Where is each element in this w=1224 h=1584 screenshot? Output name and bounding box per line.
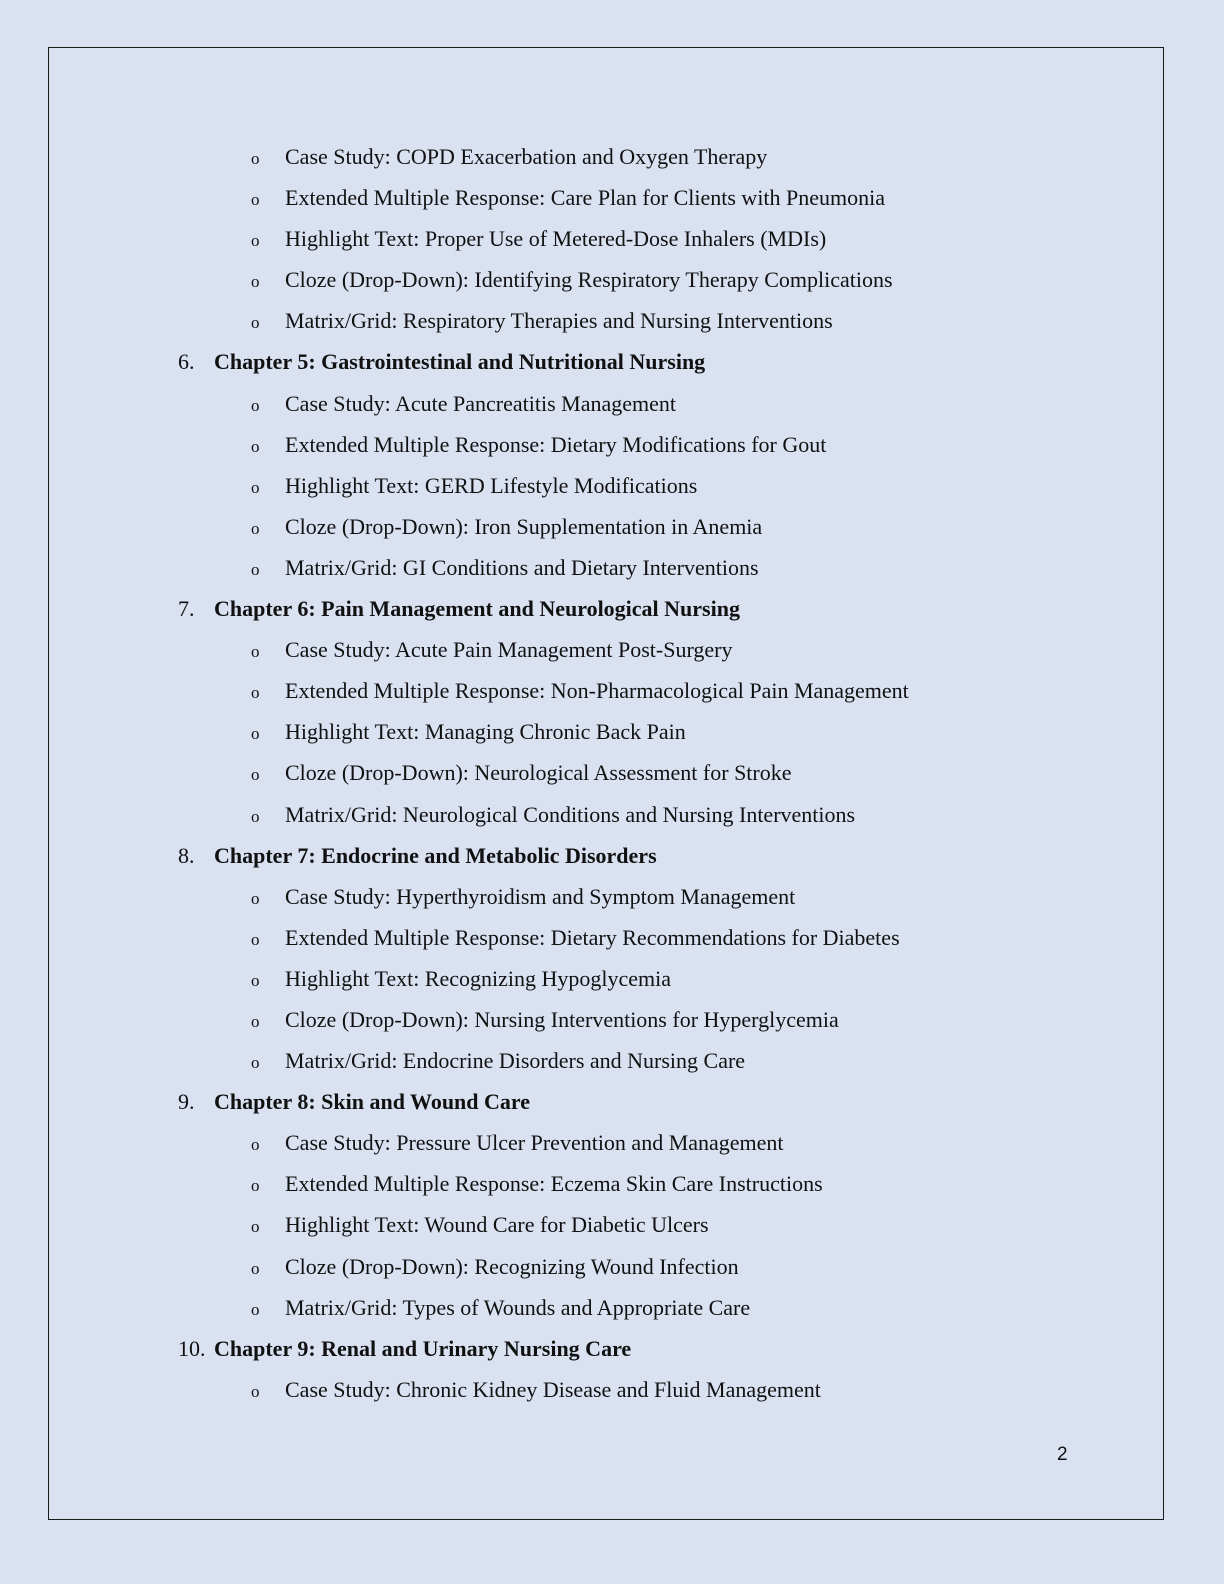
bullet-icon: o xyxy=(251,683,260,703)
chapter-title: Chapter 7: Endocrine and Metabolic Disorders xyxy=(214,842,657,868)
list-item-text: Highlight Text: GERD Lifestyle Modifications xyxy=(285,472,698,498)
list-item xyxy=(0,752,1224,793)
list-item xyxy=(0,424,1224,465)
list-item xyxy=(0,259,1224,300)
list-item xyxy=(0,1204,1224,1245)
list-item-text: Matrix/Grid: Endocrine Disorders and Nursing Care xyxy=(285,1048,746,1074)
chapter-title: Chapter 8: Skin and Wound Care xyxy=(214,1089,531,1115)
bullet-icon: o xyxy=(251,518,260,538)
chapter-heading xyxy=(0,1081,1224,1122)
list-item-text: Highlight Text: Managing Chronic Back Pain xyxy=(285,719,686,745)
bullet-icon: o xyxy=(251,1299,260,1319)
list-item-text: Case Study: Acute Pancreatitis Management xyxy=(285,390,677,416)
chapter-number: 8. xyxy=(178,842,195,868)
bullet-icon: o xyxy=(251,642,260,662)
chapter-number: 6. xyxy=(178,349,195,375)
list-item xyxy=(0,958,1224,999)
bullet-icon: o xyxy=(251,1011,260,1031)
list-item-text: Case Study: Hyperthyroidism and Symptom Management xyxy=(285,883,796,909)
list-item xyxy=(0,218,1224,259)
chapter-title: Chapter 6: Pain Management and Neurological Nursing xyxy=(214,596,740,622)
outline-list xyxy=(0,136,1224,1410)
list-item-text: Case Study: COPD Exacerbation and Oxygen Therapy xyxy=(285,144,768,169)
list-item xyxy=(0,300,1224,341)
bullet-icon: o xyxy=(251,1217,260,1237)
list-item-text: Cloze (Drop-Down): Identifying Respiratory Therapy Complications xyxy=(285,267,893,293)
chapter-heading xyxy=(0,1328,1224,1369)
bullet-icon: o xyxy=(251,970,260,990)
list-item-text: Cloze (Drop-Down): Iron Supplementation in Anemia xyxy=(285,513,763,539)
chapter-title: Chapter 9: Renal and Urinary Nursing Care xyxy=(214,1335,632,1361)
bullet-icon: o xyxy=(251,477,260,497)
bullet-icon: o xyxy=(251,313,260,333)
page-number: 2 xyxy=(1057,1444,1068,1465)
list-item xyxy=(0,383,1224,424)
bullet-icon: o xyxy=(251,806,260,826)
bullet-icon: o xyxy=(251,395,260,415)
list-item-text: Cloze (Drop-Down): Neurological Assessment for Stroke xyxy=(285,760,792,786)
list-item xyxy=(0,136,1224,177)
bullet-icon: o xyxy=(251,559,260,579)
list-item xyxy=(0,794,1224,835)
list-item xyxy=(0,1369,1224,1410)
chapter-number: 9. xyxy=(178,1089,195,1115)
list-item xyxy=(0,547,1224,588)
bullet-icon: o xyxy=(251,231,260,251)
list-item xyxy=(0,999,1224,1040)
list-item-text: Matrix/Grid: Types of Wounds and Appropriate Care xyxy=(285,1294,751,1320)
list-item xyxy=(0,876,1224,917)
list-item xyxy=(0,917,1224,958)
list-item-text: Cloze (Drop-Down): Nursing Interventions for Hyperglycemia xyxy=(285,1006,839,1032)
list-item-text: Extended Multiple Response: Non-Pharmacological Pain Management xyxy=(285,678,909,704)
list-item-text: Case Study: Acute Pain Management Post-Surgery xyxy=(285,637,733,663)
list-item xyxy=(0,465,1224,506)
list-item-text: Extended Multiple Response: Dietary Recommendations for Diabetes xyxy=(285,924,900,950)
bullet-icon: o xyxy=(251,1176,260,1196)
bullet-icon: o xyxy=(251,149,260,168)
bullet-icon: o xyxy=(251,888,260,908)
list-item-text: Case Study: Pressure Ulcer Prevention and Management xyxy=(285,1130,784,1156)
list-item-text: Extended Multiple Response: Eczema Skin Care Instructions xyxy=(285,1171,823,1197)
list-item-text: Highlight Text: Recognizing Hypoglycemia xyxy=(285,965,672,991)
list-item xyxy=(0,1122,1224,1163)
chapter-heading xyxy=(0,835,1224,876)
bullet-icon: o xyxy=(251,724,260,744)
bullet-icon: o xyxy=(251,190,260,210)
list-item xyxy=(0,670,1224,711)
list-item xyxy=(0,1040,1224,1081)
bullet-icon: o xyxy=(251,272,260,292)
list-item xyxy=(0,1246,1224,1287)
bullet-icon: o xyxy=(251,1258,260,1278)
list-item xyxy=(0,1163,1224,1204)
bullet-icon: o xyxy=(251,1053,260,1073)
chapter-number: 7. xyxy=(178,596,195,622)
bullet-icon: o xyxy=(251,1135,260,1155)
list-item-text: Matrix/Grid: GI Conditions and Dietary Interventions xyxy=(285,554,759,580)
bullet-icon: o xyxy=(251,436,260,456)
list-item-text: Cloze (Drop-Down): Recognizing Wound Infection xyxy=(285,1253,739,1279)
bullet-icon: o xyxy=(251,1381,260,1401)
list-item-text: Extended Multiple Response: Dietary Modifications for Gout xyxy=(285,431,827,457)
list-item xyxy=(0,711,1224,752)
list-item-text: Highlight Text: Proper Use of Metered-Dose Inhalers (MDIs) xyxy=(285,226,827,252)
chapter-title: Chapter 5: Gastrointestinal and Nutritional Nursing xyxy=(214,349,706,375)
chapter-number: 10. xyxy=(178,1335,206,1361)
list-item-text: Matrix/Grid: Respiratory Therapies and Nursing Interventions xyxy=(285,308,833,334)
bullet-icon: o xyxy=(251,765,260,785)
list-item xyxy=(0,1287,1224,1328)
list-item xyxy=(0,177,1224,218)
list-item xyxy=(0,629,1224,670)
list-item-text: Case Study: Chronic Kidney Disease and Fluid Management xyxy=(285,1376,821,1402)
list-item xyxy=(0,506,1224,547)
bullet-icon: o xyxy=(251,929,260,949)
list-item-text: Highlight Text: Wound Care for Diabetic Ulcers xyxy=(285,1212,709,1238)
list-item-text: Matrix/Grid: Neurological Conditions and Nursing Interventions xyxy=(285,801,856,827)
chapter-heading xyxy=(0,341,1224,382)
chapter-heading xyxy=(0,588,1224,629)
list-item-text: Extended Multiple Response: Care Plan for Clients with Pneumonia xyxy=(285,185,886,211)
